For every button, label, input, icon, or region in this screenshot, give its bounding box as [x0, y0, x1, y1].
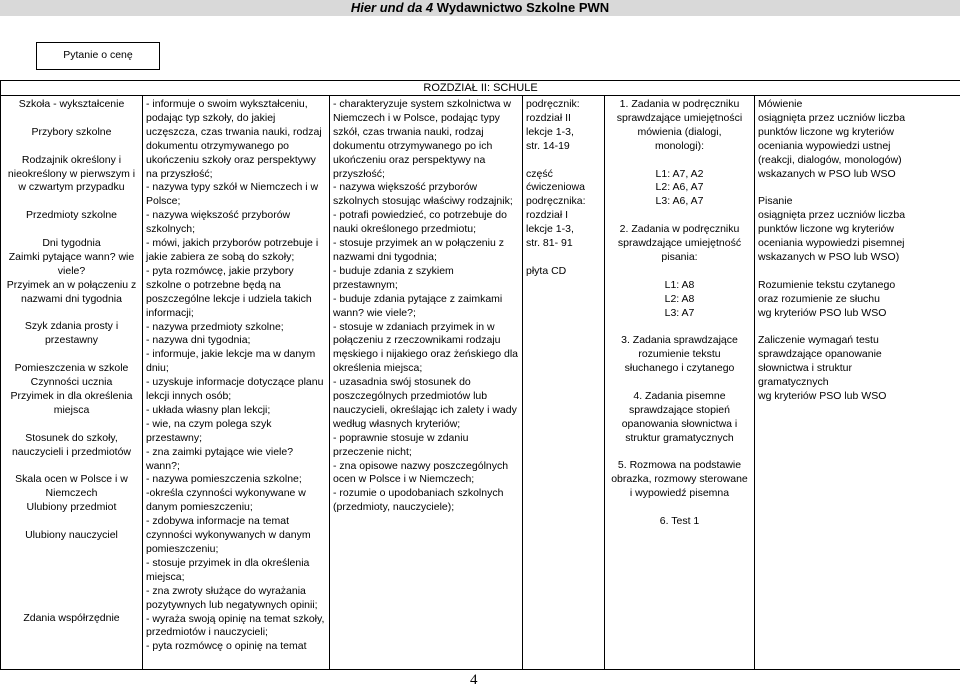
- text-line: Czynności ucznia: [30, 376, 113, 389]
- text-line: Przybory szkolne: [31, 125, 112, 138]
- text-line: Pisanie: [758, 195, 793, 208]
- text-line: czynności wykonywanych w danym: [146, 529, 311, 542]
- text-line: [1, 112, 142, 126]
- text-line: - uzasadnia swój stosunek do: [333, 376, 471, 389]
- text-line: - nazywa większość przyborów: [146, 209, 291, 222]
- pytanie-cell: Pytanie o cenę: [37, 43, 160, 70]
- text-line: [1, 223, 142, 237]
- text-line: L1: A7, A2: [655, 167, 704, 180]
- text-line: L1: A8: [664, 278, 695, 291]
- text-line: [1, 585, 142, 599]
- text-line: wg kryteriów PSO lub WSO: [758, 306, 887, 319]
- text-line: słuchanego i czytanego: [624, 362, 735, 375]
- text-line: dniu;: [146, 362, 169, 375]
- text-line: pozytywnych lub negatywnych opinii;: [146, 598, 318, 611]
- text-line: przedmiotów i nauczycieli;: [146, 626, 268, 639]
- text-line: 6. Test 1: [659, 515, 700, 528]
- text-line: dokumentu otrzymywanego po: [146, 139, 289, 152]
- text-line: - charakteryzuje system szkolnictwa w: [333, 98, 511, 110]
- text-line: część: [526, 167, 553, 180]
- text-line: według własnych kryteriów;: [333, 417, 461, 430]
- text-line: - uzyskuje informacje dotyczące planu: [146, 376, 324, 389]
- text-line: szkolnych stosując właściwy rodzajnik;: [333, 195, 513, 208]
- text-line: rozdział II: [526, 111, 571, 124]
- text-line: na przyszłość;: [146, 167, 213, 180]
- text-line: (reakcji, dialogów, monologów): [758, 153, 902, 166]
- text-line: - nazywa większość przyborów: [333, 181, 478, 194]
- text-line: Skala ocen w Polsce i w: [15, 473, 128, 486]
- text-line: L2: A6, A7: [655, 181, 704, 194]
- text-line: str. 14-19: [526, 139, 570, 152]
- text-line: ukończeniu szkoły oraz perspektywy: [146, 153, 316, 166]
- text-line: [605, 501, 754, 515]
- text-line: oceniania wypowiedzi pisemnej: [758, 237, 905, 250]
- text-line: - stosuje w zdaniach przyimek in w: [333, 320, 495, 333]
- text-line: szkół, czas trwania nauki, rodzaj: [333, 125, 484, 138]
- text-line: [1, 598, 142, 612]
- text-line: (przedmioty, nauczyciele);: [333, 501, 455, 514]
- text-line: płyta CD: [526, 264, 567, 277]
- text-line: [1, 459, 142, 473]
- text-line: poszczególne lekcje i udziela takich: [146, 292, 312, 305]
- text-line: - pyta rozmówcę o opinię na temat: [146, 640, 307, 653]
- text-line: danym pomieszczeniu;: [146, 501, 253, 514]
- col-assessment-tasks: [605, 96, 755, 670]
- text-line: - wyraża swoją opinię na temat szkoły,: [146, 612, 325, 625]
- page-header: [0, 0, 960, 16]
- text-line: [1, 140, 142, 154]
- text-line: Zaimki pytające wann? wie: [8, 250, 135, 263]
- text-line: - buduje zdania z szykiem: [333, 264, 454, 277]
- text-line: [758, 181, 960, 195]
- text-line: - nazywa dni tygodnia;: [146, 334, 251, 347]
- text-line: [526, 154, 604, 168]
- text-line: ćwiczeniowa: [526, 181, 585, 194]
- text-line: [1, 195, 142, 209]
- text-line: struktur gramatycznych: [625, 431, 734, 444]
- text-line: - nazywa pomieszczenia szkolne;: [146, 473, 302, 486]
- text-line: punktów liczone wg kryteriów: [758, 125, 894, 138]
- text-line: lekcje 1-3,: [526, 223, 574, 236]
- text-line: sprawdzające umiejętności: [616, 111, 743, 124]
- text-line: rozdział I: [526, 209, 569, 222]
- text-line: poszczególnych przedmiotów lub: [333, 390, 488, 403]
- text-line: [526, 251, 604, 265]
- text-line: [1, 557, 142, 571]
- page-number: 4: [470, 672, 478, 688]
- text-line: sprawdzające opanowanie: [758, 348, 882, 361]
- text-line: osiągnięta przez uczniów liczba: [758, 209, 906, 222]
- text-line: - zna opisowe nazwy poszczególnych: [333, 459, 509, 472]
- text-line: osiągnięta przez uczniów liczba: [758, 111, 906, 124]
- text-line: - pyta rozmówcę, jakie przybory: [146, 264, 294, 277]
- text-line: - informuje o swoim wykształceniu,: [146, 98, 308, 110]
- text-line: Niemczech i w Polsce, podając typy: [333, 111, 500, 124]
- text-line: - buduje zdania pytające z zaimkami: [333, 292, 503, 305]
- text-line: Ulubiony przedmiot: [26, 501, 117, 514]
- text-line: Przyimek an w połączeniu z: [6, 278, 137, 291]
- text-line: punktów liczone wg kryteriów: [758, 223, 894, 236]
- text-line: nazwami dni tygodnia;: [333, 250, 437, 263]
- text-line: nauczycieli i przedmiotów: [11, 445, 132, 458]
- text-line: sprawdzające stopień: [629, 403, 730, 416]
- text-line: w czwartym przypadku: [18, 181, 125, 194]
- text-line: [605, 320, 754, 334]
- text-line: wskazanych w PSO lub WSO): [758, 250, 900, 263]
- text-line: ocen w Polsce i w Niemczech;: [333, 473, 475, 486]
- text-line: sprawdzające umiejętność: [617, 237, 742, 250]
- text-line: nauczycieli, określając ich zalety i wady: [333, 403, 517, 416]
- text-line: oraz rozumienie ze słuchu: [758, 292, 880, 305]
- text-line: - potrafi powiedzieć, co potrzebuje do: [333, 209, 507, 222]
- text-line: [605, 446, 754, 460]
- text-line: podając typ szkoły, do jakiej: [146, 111, 276, 124]
- text-line: Zaliczenie wymagań testu: [758, 334, 879, 347]
- text-line: - zna zwroty służące do wyrażania: [146, 584, 306, 597]
- col-assessment-criteria: [755, 96, 960, 670]
- text-line: miejsca: [53, 403, 90, 416]
- text-line: połączeniu z rzeczownikami rodzaju: [333, 334, 501, 347]
- text-line: Zdania współrzędnie: [23, 612, 120, 625]
- text-line: uczęszcza, czas trwania nauki, rodzaj: [146, 125, 322, 138]
- text-line: [1, 348, 142, 362]
- text-line: Pomieszczenia w szkole: [14, 362, 129, 375]
- text-line: [1, 307, 142, 321]
- text-line: L3: A6, A7: [655, 195, 704, 208]
- text-line: szkolne o potrzebne będą na: [146, 278, 281, 291]
- text-line: opanowania słownictwa i: [621, 417, 738, 430]
- text-line: 3. Zadania sprawdzające: [621, 334, 738, 347]
- text-line: - zna zaimki pytające wie viele?: [146, 445, 294, 458]
- text-line: [605, 209, 754, 223]
- text-line: Rodzajnik określony i: [21, 153, 122, 166]
- text-line: [758, 320, 960, 334]
- text-line: podręcznik:: [526, 98, 580, 110]
- text-line: dokumentu otrzymywanego po ich: [333, 139, 493, 152]
- text-line: wann?;: [146, 459, 180, 472]
- col-basic-requirements: [143, 96, 330, 670]
- text-line: Mówienie: [758, 98, 803, 110]
- text-line: [1, 515, 142, 529]
- text-line: [1, 418, 142, 432]
- text-line: jakie zabiera ze sobą do szkoły;: [146, 250, 295, 263]
- pytanie-table: [36, 42, 160, 70]
- text-line: - stosuje przyimek in dla określenia: [146, 556, 310, 569]
- text-line: przestawny: [44, 334, 99, 347]
- col-extended-requirements: [330, 96, 523, 670]
- text-line: [758, 265, 960, 279]
- text-line: słownictwa i struktur: [758, 362, 852, 375]
- text-line: wskazanych w PSO lub WSO: [758, 167, 896, 180]
- text-line: 2. Zadania w podręczniku: [619, 223, 740, 236]
- text-line: Przedmioty szkolne: [25, 209, 118, 222]
- text-line: przestawnym;: [333, 278, 398, 291]
- text-line: nieokreślony w pierwszym i: [7, 167, 136, 180]
- chapter-title: ROZDZIAŁ II: SCHULE: [1, 81, 960, 96]
- text-line: i wypowiedź pisemna: [629, 487, 730, 500]
- text-line: monologi):: [654, 139, 705, 152]
- text-line: miejsca;: [146, 570, 185, 583]
- text-line: - mówi, jakich przyborów potrzebuje i: [146, 237, 319, 250]
- text-line: wg kryteriów PSO lub WSO: [758, 389, 887, 402]
- text-line: Szkoła - wykształcenie: [18, 98, 125, 110]
- text-line: Rozumienie tekstu czytanego: [758, 278, 896, 291]
- text-line: mówienia (dialogi,: [637, 125, 722, 138]
- text-line: [605, 265, 754, 279]
- text-line: lekcje 1-3,: [526, 125, 574, 138]
- text-line: -określa czynności wykonywane w: [146, 487, 306, 500]
- text-line: oceniania wypowiedzi ustnej: [758, 139, 891, 152]
- text-line: gramatycznych: [758, 376, 829, 389]
- text-line: rozumienie tekstu: [638, 348, 721, 361]
- text-line: nazwami dni tygodnia: [21, 292, 122, 305]
- text-line: przeczenie nicht;: [333, 445, 412, 458]
- text-line: L3: A7: [664, 306, 695, 319]
- text-line: przyszłość;: [333, 167, 385, 180]
- text-line: - zdobywa informacje na temat: [146, 515, 289, 528]
- text-line: określenia miejsca;: [333, 362, 423, 375]
- text-line: nauki określonego przedmiotu;: [333, 223, 477, 236]
- text-line: - nazywa przedmioty szkolne;: [146, 320, 284, 333]
- text-line: - układa własny plan lekcji;: [146, 403, 271, 416]
- text-line: viele?: [57, 264, 86, 277]
- text-line: pisania:: [661, 250, 698, 263]
- text-line: - informuje, jakie lekcje ma w danym: [146, 348, 316, 361]
- text-line: - rozumie o upodobaniach szkolnych: [333, 487, 504, 500]
- text-line: - wie, na czym polega szyk: [146, 417, 272, 430]
- text-line: pomieszczeniu;: [146, 543, 219, 555]
- header-book-title: Hier und da 4: [350, 0, 434, 15]
- text-line: 4. Zadania pisemne: [633, 389, 726, 402]
- text-line: - stosuje przyimek an w połączeniu z: [333, 237, 504, 250]
- text-line: 1. Zadania w podręczniku: [619, 98, 740, 110]
- text-line: przestawny;: [146, 431, 203, 444]
- text-line: podręcznika:: [526, 195, 586, 208]
- text-line: lekcji innych osób;: [146, 390, 232, 403]
- text-line: L2: A8: [664, 292, 695, 305]
- text-line: Ulubiony nauczyciel: [25, 528, 118, 541]
- text-line: [1, 543, 142, 557]
- text-line: - poprawnie stosuje w zdaniu: [333, 431, 469, 444]
- text-line: Przyimek in dla określenia: [10, 389, 133, 402]
- text-line: [1, 571, 142, 585]
- text-line: - nazywa typy szkół w Niemczech i w: [146, 181, 319, 194]
- text-line: str. 81- 91: [526, 237, 573, 250]
- lesson-plan-table: [0, 80, 960, 670]
- header-publisher: Wydawnictwo Szkolne PWN: [433, 0, 610, 15]
- text-line: wann? wie viele?;: [333, 306, 416, 319]
- text-line: Niemczech: [45, 487, 98, 500]
- text-line: [605, 376, 754, 390]
- text-line: obrazka, rozmowy sterowane: [611, 473, 748, 486]
- text-line: szkolnych;: [146, 223, 196, 236]
- text-line: 5. Rozmowa na podstawie: [617, 459, 742, 472]
- text-line: Dni tygodnia: [42, 237, 101, 249]
- text-line: informacji;: [146, 306, 194, 319]
- col-topics: [1, 96, 143, 670]
- text-line: ukończeniu oraz perspektywy na: [333, 153, 486, 166]
- text-line: [605, 154, 754, 168]
- col-materials: [523, 96, 605, 670]
- text-line: męskiego i nijakiego oraz żeńskiego dla: [333, 348, 519, 361]
- text-line: Szyk zdania prosty i: [24, 320, 119, 333]
- text-line: Polsce;: [146, 195, 181, 208]
- text-line: Stosunek do szkoły,: [25, 431, 118, 444]
